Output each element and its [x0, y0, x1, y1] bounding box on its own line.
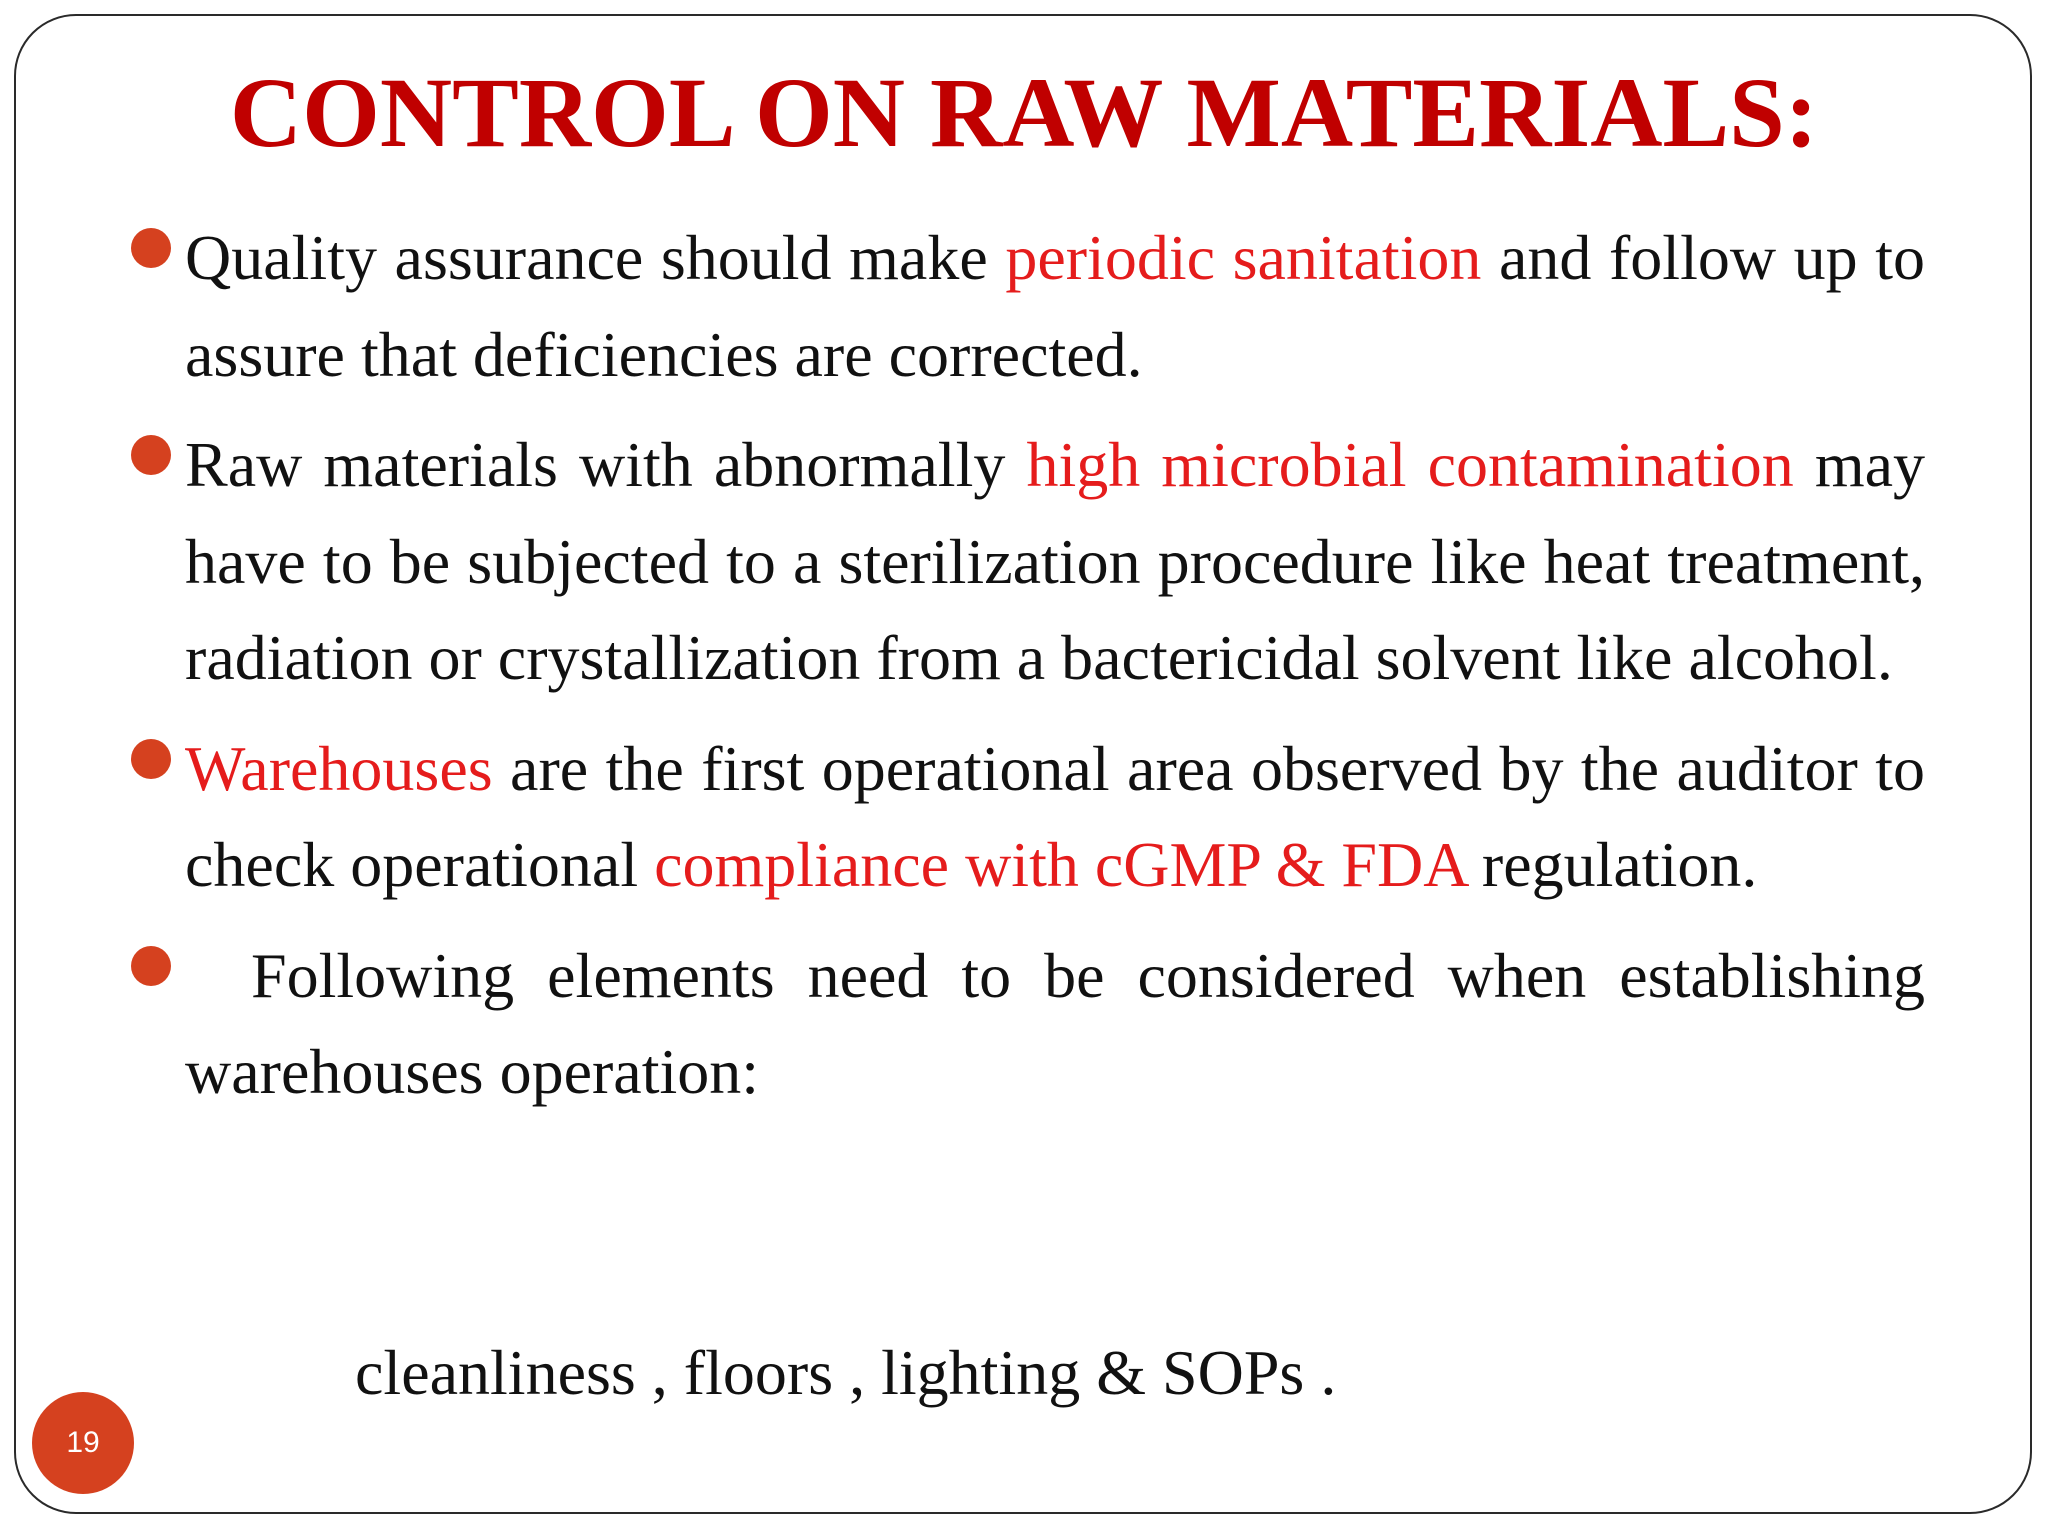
bullet-dot-icon — [131, 739, 171, 779]
bullet-text: Quality assurance should make — [185, 222, 1006, 293]
bullet-dot-icon — [131, 946, 171, 986]
bullet-item-sanitation — [185, 210, 1925, 403]
highlight-text: periodic sanitation — [1005, 222, 1482, 293]
elements-list-line: cleanliness , floors , lighting & SOPs . — [355, 1337, 1337, 1408]
bullet-item-contamination — [185, 417, 1925, 707]
bullet-text: regulation. — [1465, 829, 1758, 900]
bullet-text: may have to be subjected to a sterilization procedure like heat treatment, radiation or crystallization from a bactericidal solvent like alcohol. — [185, 429, 1926, 693]
slide-content — [185, 210, 1925, 1121]
bullet-text: Following elements need to be considered when establishing warehouses operation: — [185, 939, 1925, 1107]
bullet-dot-icon — [131, 228, 171, 268]
bullet-text: are the first operational area observed by the auditor to check operational — [185, 732, 1925, 900]
bullet-text: Raw materials with abnormally — [185, 429, 1027, 500]
highlight-text: high microbial contamination — [1026, 429, 1794, 500]
bullet-dot-icon — [131, 435, 171, 475]
bullet-item-elements — [185, 928, 1925, 1121]
slide-title: CONTROL ON RAW MATERIALS: — [229, 57, 1819, 168]
page-number-badge: 19 — [32, 1392, 134, 1494]
bullet-item-warehouses — [185, 721, 1925, 914]
bullet-text: and follow up to assure that deficiencies are corrected. — [185, 222, 1926, 390]
highlight-text: compliance with cGMP & FDA — [654, 829, 1466, 900]
highlight-text: Warehouses — [185, 732, 493, 804]
